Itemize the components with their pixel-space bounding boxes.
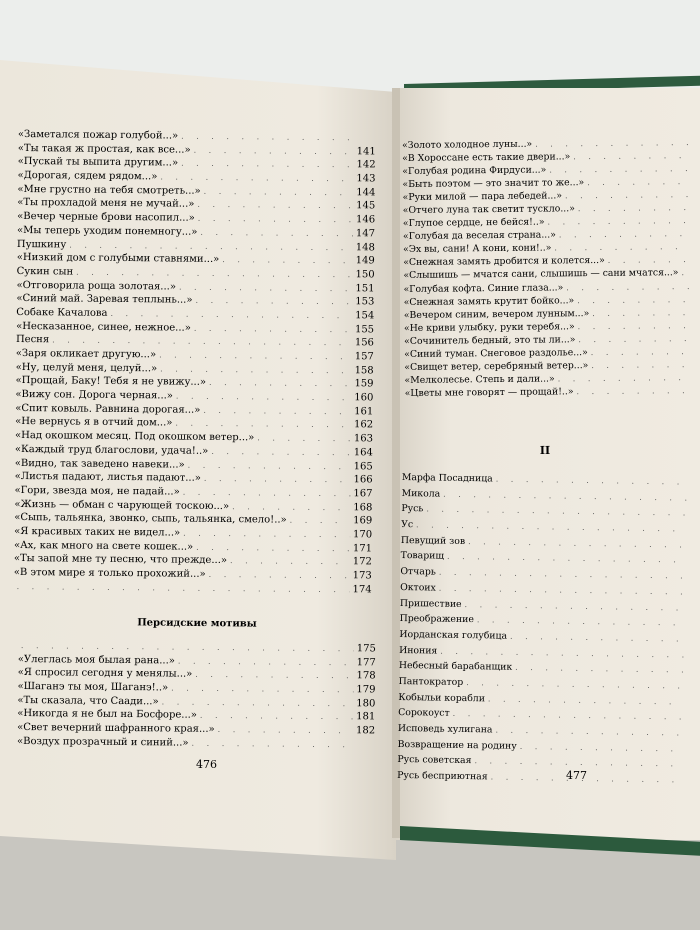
dot-leader [589,306,690,320]
toc-entry-title: «Голубая да веселая страна...» [402,229,556,243]
right-toc-list [402,136,691,400]
toc-entry-page-number: 180 [356,698,376,710]
toc-entry-title: «Видно, так заведено навеки...» [14,457,185,471]
toc-entry-title: «Несказанное, синее, нежное...» [16,320,191,334]
toc-entry-title: Октоих [400,581,436,594]
toc-entry-page-number: 153 [355,296,375,308]
toc-entry-page-number: 166 [353,474,373,486]
left-toc-section-list [17,639,376,752]
toc-entry-title: «Свищет ветер, серебряный ветер...» [404,359,589,373]
toc-entry-title: Преображение [399,613,474,626]
toc-entry-title: Ус [401,519,414,531]
toc-entry-title: «Голубая родина Фирдуси...» [402,164,547,178]
page-number-left: 476 [196,758,217,771]
toc-entry-page-number: 141 [356,145,376,158]
dot-leader [219,253,353,268]
toc-entry-page-number: 154 [355,310,375,322]
toc-entry-title: Русь бесприютная [397,770,488,783]
toc-entry-page-number: 169 [353,515,373,527]
toc-entry-page-number: 159 [354,378,374,390]
toc-entry-title: «Листья падают, листья падают...» [14,471,201,484]
dot-leader [574,293,690,307]
toc-entry-title: «Гори, звезда моя, не падай...» [14,484,180,498]
toc-entry-page-number: 160 [354,392,374,404]
toc-entry-title: «Ты сказала, что Саади...» [17,694,159,708]
toc-entry-title: «Эх вы, сани! А кони, кони!..» [403,242,552,256]
toc-entry-title: Пришествие [399,597,462,610]
toc-entry-title: Сорокоуст [398,707,450,720]
dot-leader [227,554,350,569]
toc-entry-title: «В этом мире я только прохожий...» [13,566,206,580]
section-title-ii: II [539,443,551,458]
toc-entry-page-number: 164 [353,447,373,459]
toc-entry-title: Пушкину [16,238,67,250]
toc-entry-page-number: 155 [354,323,375,336]
toc-entry-title: «Прощай, Баку! Тебя я не увижу...» [15,375,207,389]
toc-entry-page-number: 178 [356,670,376,682]
toc-entry-page-number: 158 [354,364,374,377]
toc-entry-page-number: 143 [356,173,376,185]
toc-entry-title: «В Хороссане есть такие двери...» [402,151,571,165]
toc-entry-page-number: 156 [354,337,375,349]
dot-leader [287,514,351,528]
toc-entry-title: «Каждый труд благослови, удача!..» [14,443,209,457]
toc-entry-page-number: 168 [353,501,373,513]
toc-entry-page-number: 142 [356,159,376,171]
dot-leader [573,384,690,398]
toc-entry-page-number: 144 [356,187,376,199]
toc-entry-title: Сукин сын [16,265,74,278]
toc-entry-title: Русь советская [397,754,472,767]
dot-leader [254,431,351,446]
toc-entry-page-number: 163 [353,433,374,445]
toc-entry-title: «Сыпь, тальянка, звонко, сыпь, тальянка, смело!..» [14,512,287,526]
toc-entry-title: Отчарь [400,566,436,578]
toc-entry-title: «Ты такая ж простая, как все...» [17,142,191,156]
toc-entry-title: Инония [399,644,438,657]
toc-entry-title: Небесный барабанщик [398,660,513,674]
dot-leader [206,568,350,583]
toc-entry-title: «Отчего луна так светит тускло...» [402,203,575,217]
toc-entry-title: «Снежная замять крутит бойко...» [403,294,575,308]
dot-leader [200,404,351,419]
toc-entry-page-number: 174 [352,583,372,596]
dot-leader [605,253,690,267]
toc-entry-page-number: 148 [355,241,375,253]
toc-entry-title: «Золото холодное луны...» [402,138,533,151]
toc-entry-page-number: 170 [352,529,373,541]
toc-entry-page-number: 149 [355,255,375,267]
toc-entry-page-number: 175 [356,643,376,655]
toc-entry-page-number: 145 [356,200,376,212]
toc-entry-title: «Мы теперь уходим понемногу...» [16,224,198,238]
toc-entry-title: «Ну, целуй меня, целуй...» [15,361,158,375]
dot-leader [201,185,354,200]
toc-entry-page-number: 151 [355,282,375,294]
toc-entry-title: Марфа Посадница [401,471,493,485]
toc-entry-page-number: 161 [354,405,374,418]
toc-entry-page-number: 147 [355,228,376,240]
toc-entry-title: «Дорогая, сядем рядом...» [17,170,158,183]
toc-entry-title: «Слышишь — мчатся сани, слышишь — сани мчатся...» [403,267,679,282]
dot-leader [563,280,689,294]
toc-entry-page-number: 157 [354,351,374,363]
dot-leader [570,149,688,163]
dot-leader [201,472,351,487]
toc-entry-page-number: 162 [354,419,374,431]
dot-leader [208,445,351,460]
toc-entry-title: «Над окошком месяц. Под окошком ветер...» [14,430,255,444]
toc-entry-title: «Руки милой — пара лебедей...» [402,190,563,204]
toc-entry-page-number: 146 [355,214,376,226]
toc-entry-title: «Цветы мне говорят — прощай!..» [404,386,574,399]
toc-entry-title: «Не криви улыбку, руки теребя...» [403,320,575,334]
toc-entry-title: «Голубая кофта. Синие глаза...» [403,281,564,295]
dot-leader [575,319,690,333]
toc-entry-title: «Я спросил сегодня у менялы...» [17,667,193,681]
toc-entry-title: Микола [401,487,441,500]
toc-entry-title: «Не вернусь я в отчий дом...» [15,416,173,429]
toc-entry-title: «Заметался пожар голубой...» [17,128,179,142]
right-toc-section-list [397,470,688,788]
dot-leader [206,376,352,391]
toc-entry-title: «Синий туман. Снеговое раздолье...» [404,346,588,360]
dot-leader [562,188,689,202]
toc-entry-page-number: 177 [356,656,376,669]
toc-entry-title: «Жизнь — обман с чарующей тоскою...» [14,498,230,512]
toc-entry-title: Исповедь хулигана [397,722,493,736]
toc-entry-page-number: 172 [352,556,372,568]
toc-entry-title: Пантократор [398,675,464,688]
toc-entry-title: «Вечер черные брови насопил...» [17,211,195,224]
toc-entry-title: «Снежная замять дробится и колется...» [403,255,605,269]
toc-entry-title: «Глупое сердце, не бейся!..» [402,216,545,230]
toc-entry-title: «Шаганэ ты моя, Шаганэ!..» [17,681,169,694]
toc-entry-title: «Сочинитель бедный, это ты ли...» [404,333,576,347]
toc-entry-title: «Пускай ты выпита другим...» [17,156,179,169]
dot-leader [575,332,690,346]
dot-leader [588,358,690,372]
section-title-persian-motifs: Персидские мотивы [137,617,257,630]
toc-entry-title: «Ах, как много на свете кошек...» [13,539,194,553]
toc-entry-title: Песня [15,334,50,346]
toc-entry-title: «Синий май. Заревая теплынь...» [16,293,193,306]
toc-entry-title: Певущий зов [400,534,466,547]
toc-entry-title: «Мне грустно на тебя смотреть...» [17,183,201,197]
toc-entry-title: «Заря окликает другую...» [15,347,157,361]
dot-leader [588,345,691,359]
dot-leader [215,723,354,738]
toc-entry-title: Товарищ [400,550,445,563]
toc-entry-title: Возвращение на родину [397,738,517,752]
toc-entry-title: «Я красивых таких не видел...» [14,525,181,539]
page-number-right: 477 [566,769,587,782]
toc-entry-page-number: 182 [355,725,376,737]
toc-entry-title: «Отговорила роща золотая...» [16,279,177,293]
dot-leader [575,201,689,215]
toc-entry-title: «Низкий дом с голубыми ставнями...» [16,252,220,266]
toc-entry-title: «Быть поэтом — это значит то же...» [402,177,585,191]
dot-leader [229,500,350,515]
toc-entry-page-number: 167 [353,488,373,500]
toc-entry-page-number: 150 [355,269,375,281]
toc-entry-title: Кобыльи корабли [398,691,486,704]
toc-entry-title: «Улеглась моя былая рана...» [17,653,175,667]
dot-leader [678,266,689,279]
toc-entry-title: «Вижу сон. Дорога черная...» [15,389,174,402]
toc-entry-page-number: 181 [356,711,376,723]
dot-leader [188,736,353,751]
dot-leader [584,175,688,189]
toc-entry-title: «Свет вечерний шафранного края...» [17,722,215,736]
toc-entry-page-number: 173 [352,570,372,582]
toc-entry-page-number: 179 [356,684,376,696]
toc-entry-title: «Никогда я не был на Босфоре...» [17,708,197,722]
toc-entry-title: «Мелколесье. Степь и дали...» [404,373,555,386]
toc-entry-title: «Спит ковыль. Равнина дорогая...» [15,402,201,416]
toc-entry-page-number: 171 [352,542,373,555]
toc-entry-title: Русь [401,503,424,515]
toc-entry-page-number: 165 [353,460,373,472]
toc-entry-title: Иорданская голубица [399,628,508,642]
toc-entry-title: «Ты запой мне ту песню, что прежде...» [13,553,228,567]
toc-entry-title: «Вечером синим, вечером лунным...» [403,307,590,321]
toc-entry-title: Собаке Качалова [16,306,108,319]
toc-entry-title: «Воздух прозрачный и синий...» [16,735,189,749]
toc-entry-title: «Ты прохладой меня не мучай...» [17,197,195,211]
left-toc-list [14,128,376,597]
